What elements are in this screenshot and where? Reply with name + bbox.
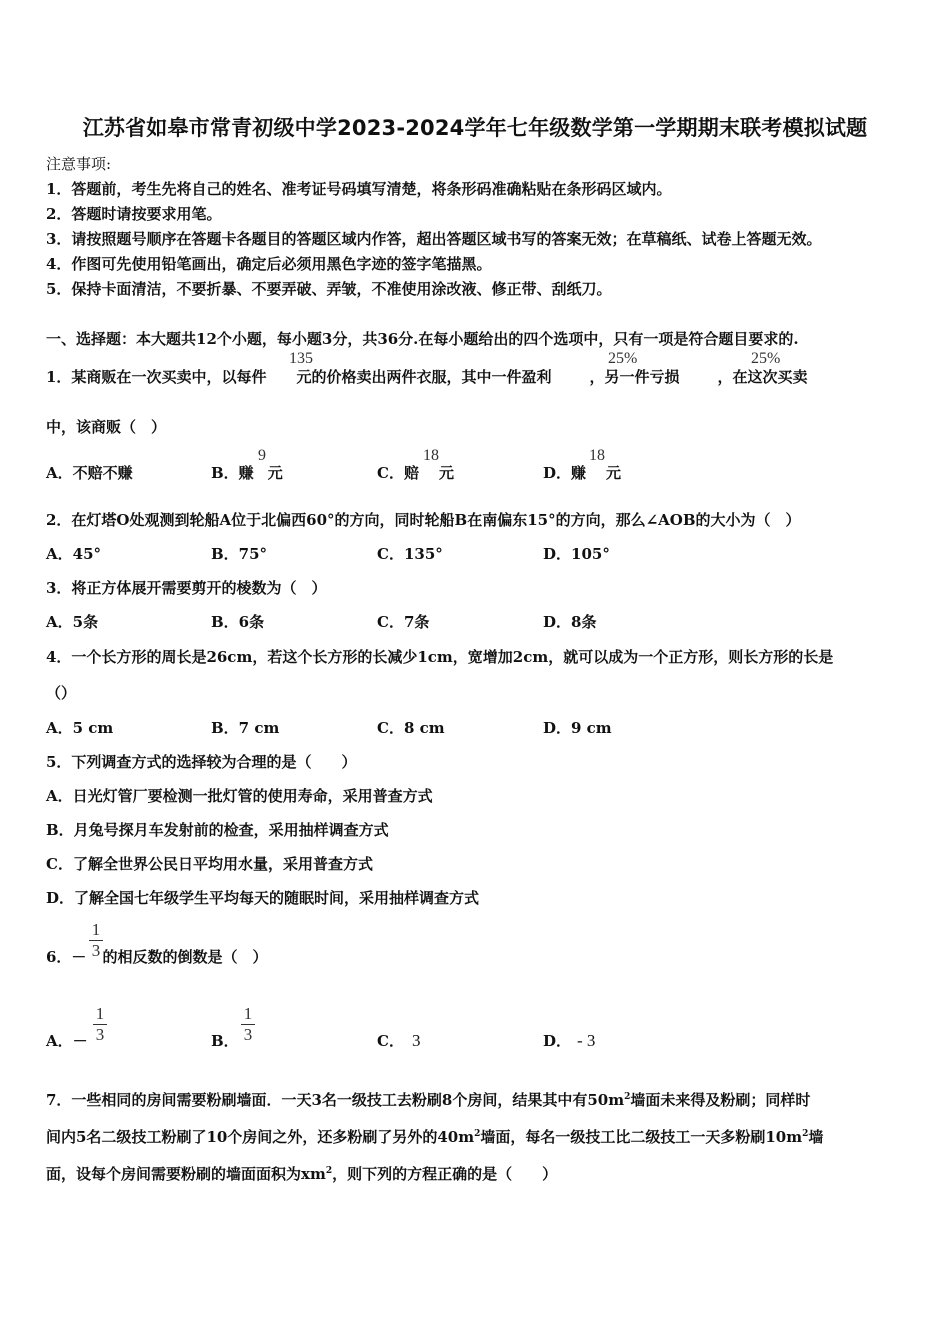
question-text: 面，设每个房间需要粉刷的墙面面积为$xm^2$，则下列的方程正确的是（ ）: [46, 1165, 558, 1183]
option-d: D．105°: [543, 545, 610, 563]
question-5: 5．下列调查方式的选择较为合理的是（ ）: [46, 753, 357, 771]
option-d: D．了解全国七年级学生平均每天的随眠时间，采用抽样调查方式: [46, 889, 480, 907]
option-a: A．5条: [46, 613, 99, 631]
option-b: B．6条: [211, 613, 265, 631]
option-c: C．赔 元: [377, 464, 454, 482]
math-value: 135: [289, 350, 313, 367]
option-c: C．135°: [377, 545, 443, 563]
math-value: 25%: [608, 350, 638, 367]
notice-item: 1．答题前，考生先将自己的姓名、准考证号码填写清楚，将条形码准确粘贴在条形码区域内。: [46, 180, 672, 198]
question-text: （）: [46, 684, 77, 702]
option-a: A．日光灯管厂要检测一批灯管的使用寿命，采用普查方式: [46, 787, 433, 805]
notice-item: 4．作图可先使用铅笔画出，确定后必须用黑色字迹的签字笔描黑。: [46, 255, 492, 273]
question-4: 4．一个长方形的周长是26cm，若这个长方形的长减少1cm，宽增加2cm，就可以成为一个正方形，则长方形的长是: [46, 648, 834, 666]
question-text: 中，该商贩（ ）: [46, 418, 167, 436]
notice-item: 3．请按照题号顺序在答题卡各题目的答题区域内作答，超出答题区域书写的答案无效；在草稿纸、试卷上答题无效。: [46, 230, 822, 248]
option-d: D． - 3: [543, 1031, 596, 1050]
option-d: D．8条: [543, 613, 597, 631]
option-c: C．了解全世界公民日平均用水量，采用普查方式: [46, 855, 373, 873]
option-c: C．8 cm: [377, 719, 445, 737]
option-c: C． 3: [377, 1031, 421, 1050]
question-3: 3．将正方体展开需要剪开的棱数为（ ）: [46, 579, 327, 597]
notice-heading: 注意事项:: [46, 155, 112, 173]
option-c: C．7条: [377, 613, 430, 631]
question-text: 间内5名二级技工粉刷了10个房间之外，还多粉刷了另外的$40m^2$墙面，每名一级技工比二级技工一天多粉刷$10m^2$墙: [46, 1128, 824, 1146]
fraction: 1 3: [93, 1005, 107, 1044]
question-2: 2．在灯塔O处观测到轮船A位于北偏西60°的方向，同时轮船B在南偏东15°的方向，那么∠AOB的大小为（ ）: [46, 511, 801, 529]
option-a: A．45°: [46, 545, 102, 563]
math-value: 9: [258, 447, 266, 464]
notice-item: 2．答题时请按要求用笔。: [46, 205, 222, 223]
section-heading: 一、选择题：本大题共12个小题，每小题3分，共36分.在每小题给出的四个选项中，只有一项是符合题目要求的.: [46, 330, 799, 348]
question-text: ，另一件亏损: [589, 368, 680, 386]
page-title: 江苏省如皋市常青初级中学2023-2024学年七年级数学第一学期期末联考模拟试题: [82, 116, 868, 140]
option-d: D．9 cm: [543, 719, 612, 737]
option-d: D．赚 元: [543, 464, 622, 482]
question-text: 1．某商贩在一次买卖中，以每件: [46, 368, 267, 386]
option-b: B．: [211, 1032, 239, 1050]
option-a: A．－: [46, 1032, 88, 1050]
question-text: ，在这次买卖: [717, 368, 808, 386]
option-b: B．7 cm: [211, 719, 280, 737]
notice-item: 5．保持卡面清洁，不要折暴、不要弄破、弄皱，不准使用涂改液、修正带、刮纸刀。: [46, 280, 612, 298]
math-value: 18: [423, 447, 439, 464]
fraction: 1 3: [241, 1005, 255, 1044]
fraction: 1 3: [89, 921, 103, 960]
option-b: B．赚 元: [211, 464, 283, 482]
option-a: A．不赔不赚: [46, 464, 133, 482]
math-value: 18: [589, 447, 605, 464]
question-text: 元的价格卖出两件衣服，其中一件盈利: [296, 368, 552, 386]
math-value: 25%: [751, 350, 781, 367]
option-b: B．75°: [211, 545, 268, 563]
question-1: [46, 366, 808, 387]
question-6: 6．－ 的相反数的倒数是（ ）: [46, 948, 268, 966]
option-a: A．5 cm: [46, 719, 114, 737]
question-7: 7．一些相同的房间需要粉刷墙面．一天3名一级技工去粉刷8个房间，结果其中有$50m^2$墙面未来得及粉刷；同样时: [46, 1091, 811, 1109]
option-b: B．月兔号探月车发射前的检查，采用抽样调查方式: [46, 821, 389, 839]
